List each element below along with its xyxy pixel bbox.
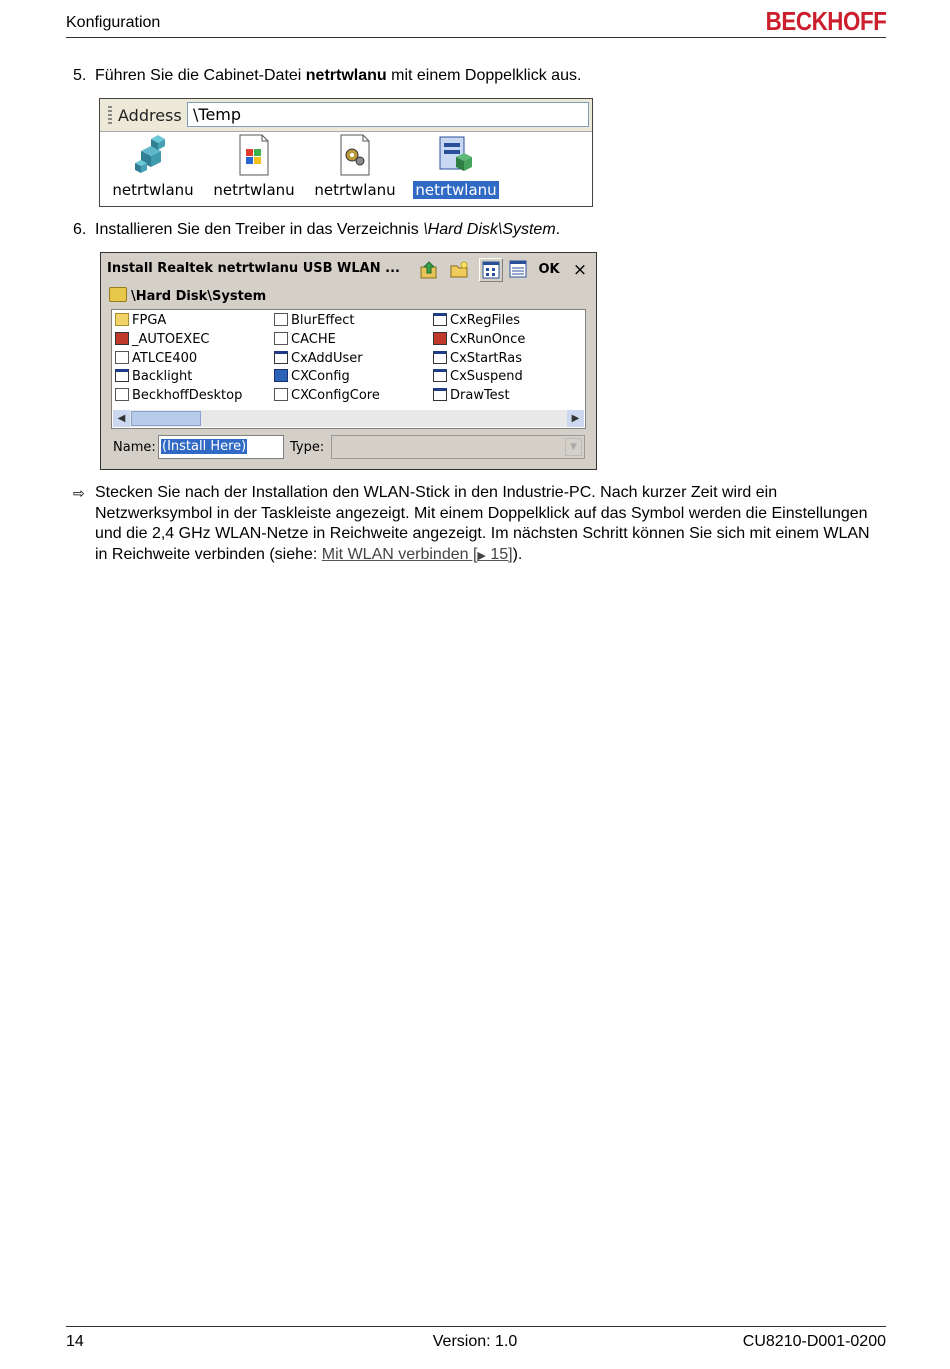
link-label: Mit WLAN verbinden [ <box>321 545 478 563</box>
name-label: Name: <box>113 440 156 455</box>
link-arrow-icon: ▶ <box>477 549 486 562</box>
list-item[interactable] <box>274 368 380 387</box>
explorer-window <box>99 98 593 207</box>
cx-program-icon <box>433 332 447 345</box>
horizontal-scrollbar[interactable] <box>113 410 584 427</box>
application-icon <box>433 351 447 364</box>
config-file-icon <box>274 388 288 401</box>
file-item[interactable] <box>206 133 302 205</box>
result-end: ). <box>512 545 523 563</box>
application-icon <box>433 388 447 401</box>
file-name-label: netrtwlanu <box>112 181 194 199</box>
config-file-icon <box>115 388 129 401</box>
chevron-down-icon[interactable]: ▼ <box>565 438 582 456</box>
step-text: Führen Sie die Cabinet-Datei <box>95 67 306 84</box>
scroll-right-icon[interactable]: ▶ <box>567 410 584 427</box>
toolbar-grip-handle[interactable] <box>108 106 112 124</box>
scroll-left-icon[interactable]: ◀ <box>113 410 130 427</box>
item-label: CXConfig <box>291 369 350 385</box>
beckhoff-logo: BECKHOFF <box>765 6 886 36</box>
ok-button[interactable]: OK <box>538 262 560 277</box>
step-text: Installieren Sie den Treiber in das Verzeichnis <box>95 221 424 238</box>
list-item[interactable] <box>274 387 380 406</box>
windows-setup-icon <box>234 133 274 177</box>
details-view-icon <box>509 267 527 282</box>
config-file-icon <box>274 313 288 326</box>
item-label: BeckhoffDesktop <box>132 388 243 404</box>
item-label: CACHE <box>291 331 336 347</box>
item-label: Backlight <box>132 369 193 385</box>
step-text-end: . <box>555 221 561 238</box>
list-item[interactable] <box>115 368 242 387</box>
item-label: DrawTest <box>450 388 510 404</box>
list-item[interactable] <box>433 387 525 406</box>
item-label: CxStartRas <box>450 350 523 366</box>
file-name-label: netrtwlanu <box>314 181 396 199</box>
result-text <box>95 483 875 566</box>
registry-icon <box>274 369 288 382</box>
step-number: 6. <box>73 221 87 238</box>
type-label: Type: <box>290 440 325 455</box>
close-button[interactable] <box>568 258 592 282</box>
file-name-label: netrtwlanu <box>213 181 295 199</box>
section-title: Konfiguration <box>66 14 161 31</box>
result-body: Stecken Sie nach der Installation den WLAN-Stick in den Industrie-PC. Nach kurzer Zeit wird ein Netzwerksymbol in der Taskleiste angezeigt. Mit einem Doppelklick auf das Symbol werden die Einstellungen und die 2,4 GHz WLAN-Netze in Reichweite angezeigt. Im nächsten Schritt können Sie sich mit einem WLAN in Reichweite verbinden (siehe: <box>95 484 870 563</box>
list-item[interactable] <box>433 312 525 331</box>
cx-program-icon <box>115 332 129 345</box>
list-item[interactable] <box>115 387 242 406</box>
path-label: \Hard Disk\System <box>131 289 267 304</box>
list-item[interactable] <box>274 350 380 369</box>
file-list[interactable] <box>111 309 586 429</box>
step-number: 5. <box>73 67 87 84</box>
result-arrow-icon: ⇨ <box>73 485 85 501</box>
file-list-column <box>115 312 242 406</box>
address-label: Address <box>118 106 182 125</box>
search-folder-icon <box>109 287 127 302</box>
link-page: 15] <box>485 545 513 563</box>
item-label: CxSuspend <box>450 369 523 385</box>
list-item[interactable] <box>433 350 525 369</box>
item-label: CxAddUser <box>291 350 363 366</box>
file-name: netrtwlanu <box>305 67 387 84</box>
name-input[interactable] <box>158 435 284 459</box>
current-path <box>109 287 266 304</box>
list-item[interactable] <box>115 350 242 369</box>
file-name-label: netrtwlanu <box>415 181 497 199</box>
list-item[interactable] <box>274 331 380 350</box>
version-label: Version: 1.0 <box>432 1333 518 1350</box>
application-icon <box>274 351 288 364</box>
document-id: CU8210-D001-0200 <box>742 1333 886 1350</box>
type-select[interactable] <box>331 435 585 459</box>
list-item[interactable] <box>433 368 525 387</box>
list-view-icon <box>482 268 500 283</box>
item-label: _AUTOEXEC <box>132 331 210 347</box>
page-number: 14 <box>66 1333 84 1350</box>
directory-path: \Hard Disk\System <box>423 221 556 238</box>
list-item[interactable] <box>115 312 242 331</box>
up-folder-button[interactable] <box>417 258 441 282</box>
address-input[interactable]: \Temp <box>187 102 589 127</box>
file-list-column <box>433 312 525 406</box>
item-label: CXConfigCore <box>291 388 380 404</box>
install-dialog <box>100 252 597 470</box>
new-folder-button[interactable] <box>447 258 471 282</box>
up-folder-icon <box>419 269 439 284</box>
footer-divider <box>66 1326 886 1327</box>
config-file-icon <box>274 332 288 345</box>
list-item[interactable] <box>115 331 242 350</box>
item-label: FPGA <box>132 313 167 328</box>
file-item[interactable] <box>105 133 201 205</box>
section-link[interactable] <box>322 546 513 563</box>
item-label: CxRunOnce <box>450 331 526 347</box>
application-icon <box>433 369 447 382</box>
details-view-button[interactable] <box>506 258 530 282</box>
cab-package-icon <box>436 133 476 177</box>
file-item[interactable] <box>307 133 403 205</box>
application-icon <box>433 313 447 326</box>
list-item[interactable] <box>274 312 380 331</box>
new-folder-icon <box>449 269 469 284</box>
item-label: BlurEffect <box>291 313 355 328</box>
step-6 <box>73 221 560 239</box>
address-bar <box>100 99 592 132</box>
step-text-end: mit einem Doppelklick aus. <box>386 67 582 84</box>
file-item-selected[interactable] <box>408 133 504 205</box>
application-icon <box>115 369 129 382</box>
name-input-value: (Install Here) <box>162 439 247 454</box>
close-icon: × <box>572 260 588 280</box>
item-label: CxRegFiles <box>450 313 520 328</box>
list-view-button[interactable] <box>479 258 503 282</box>
gear-document-icon <box>335 133 375 177</box>
file-list-column <box>274 312 380 406</box>
dialog-title: Install Realtek netrtwlanu USB WLAN ... <box>107 261 400 276</box>
config-file-icon <box>115 351 129 364</box>
step-5 <box>73 67 581 85</box>
list-item[interactable] <box>433 331 525 350</box>
item-label: ATLCE400 <box>132 350 198 366</box>
scroll-thumb[interactable] <box>131 411 201 426</box>
folder-icon <box>115 313 129 326</box>
registry-cubes-icon <box>133 133 173 177</box>
header-divider <box>66 37 886 38</box>
